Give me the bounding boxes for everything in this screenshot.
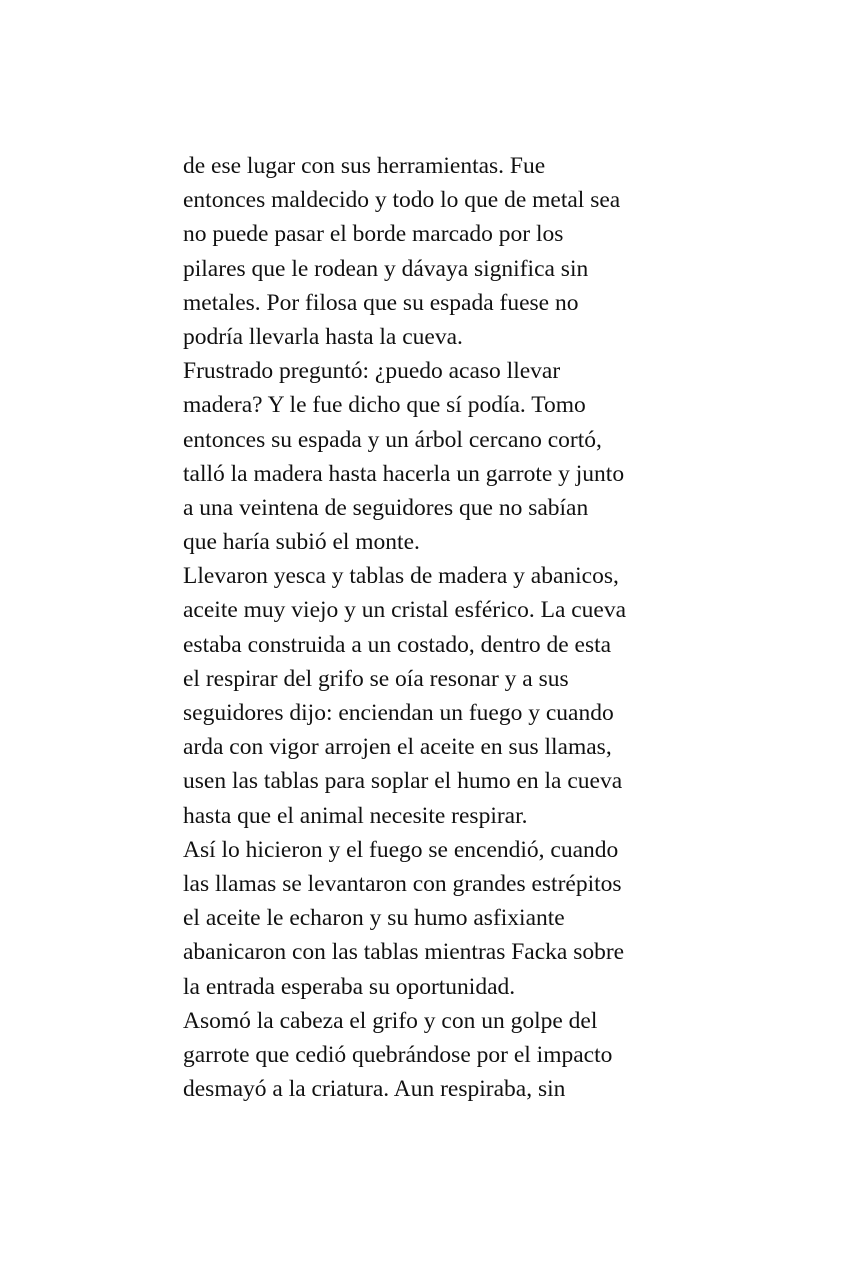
text-line: el respirar del grifo se oía resonar y a sus [183,665,569,692]
text-line: Frustrado preguntó: ¿puedo acaso llevar [183,358,561,385]
body-text [183,149,683,1106]
text-line: Llevaron yesca y tablas de madera y abanicos, [183,563,619,590]
text-line: no puede pasar el borde marcado por los [183,221,564,248]
text-line: Así lo hicieron y el fuego se encendió, cuando [183,836,619,863]
text-line: que haría subió el monte. [183,529,420,556]
text-line: desmayó a la criatura. Aun respiraba, sin [183,1076,566,1103]
text-line: la entrada esperaba su oportunidad. [183,973,516,1000]
text-line: abanicaron con las tablas mientras Facka sobre [183,939,625,966]
text-line: madera? Y le fue dicho que sí podía. Tomo [183,392,586,419]
text-line: talló la madera hasta hacerla un garrote y junto [183,460,625,487]
text-line: arda con vigor arrojen el aceite en sus llamas, [183,734,612,761]
text-line: usen las tablas para soplar el humo en la cueva [183,768,623,795]
text-line: garrote que cedió quebrándose por el impacto [183,1041,613,1068]
text-line: metales. Por filosa que su espada fuese no [183,289,579,316]
text-line: entonces su espada y un árbol cercano cortó, [183,426,602,453]
text-line: pilares que le rodean y dávaya significa sin [183,255,589,282]
text-line: aceite muy viejo y un cristal esférico. La cueva [183,597,627,624]
text-line: podría llevarla hasta la cueva. [183,323,463,350]
text-line: entonces maldecido y todo lo que de metal sea [183,187,621,214]
text-line: las llamas se levantaron con grandes estrépitos [183,870,622,897]
text-line: de ese lugar con sus herramientas. Fue [183,153,546,179]
text-line: hasta que el animal necesite respirar. [183,802,528,829]
text-line: el aceite le echaron y su humo asfixiante [183,905,565,932]
text-line: a una veintena de seguidores que no sabían [183,494,589,521]
text-line: Asomó la cabeza el grifo y con un golpe del [183,1007,598,1034]
text-line: seguidores dijo: enciendan un fuego y cuando [183,700,614,726]
text-line: estaba construida a un costado, dentro de esta [183,631,612,658]
